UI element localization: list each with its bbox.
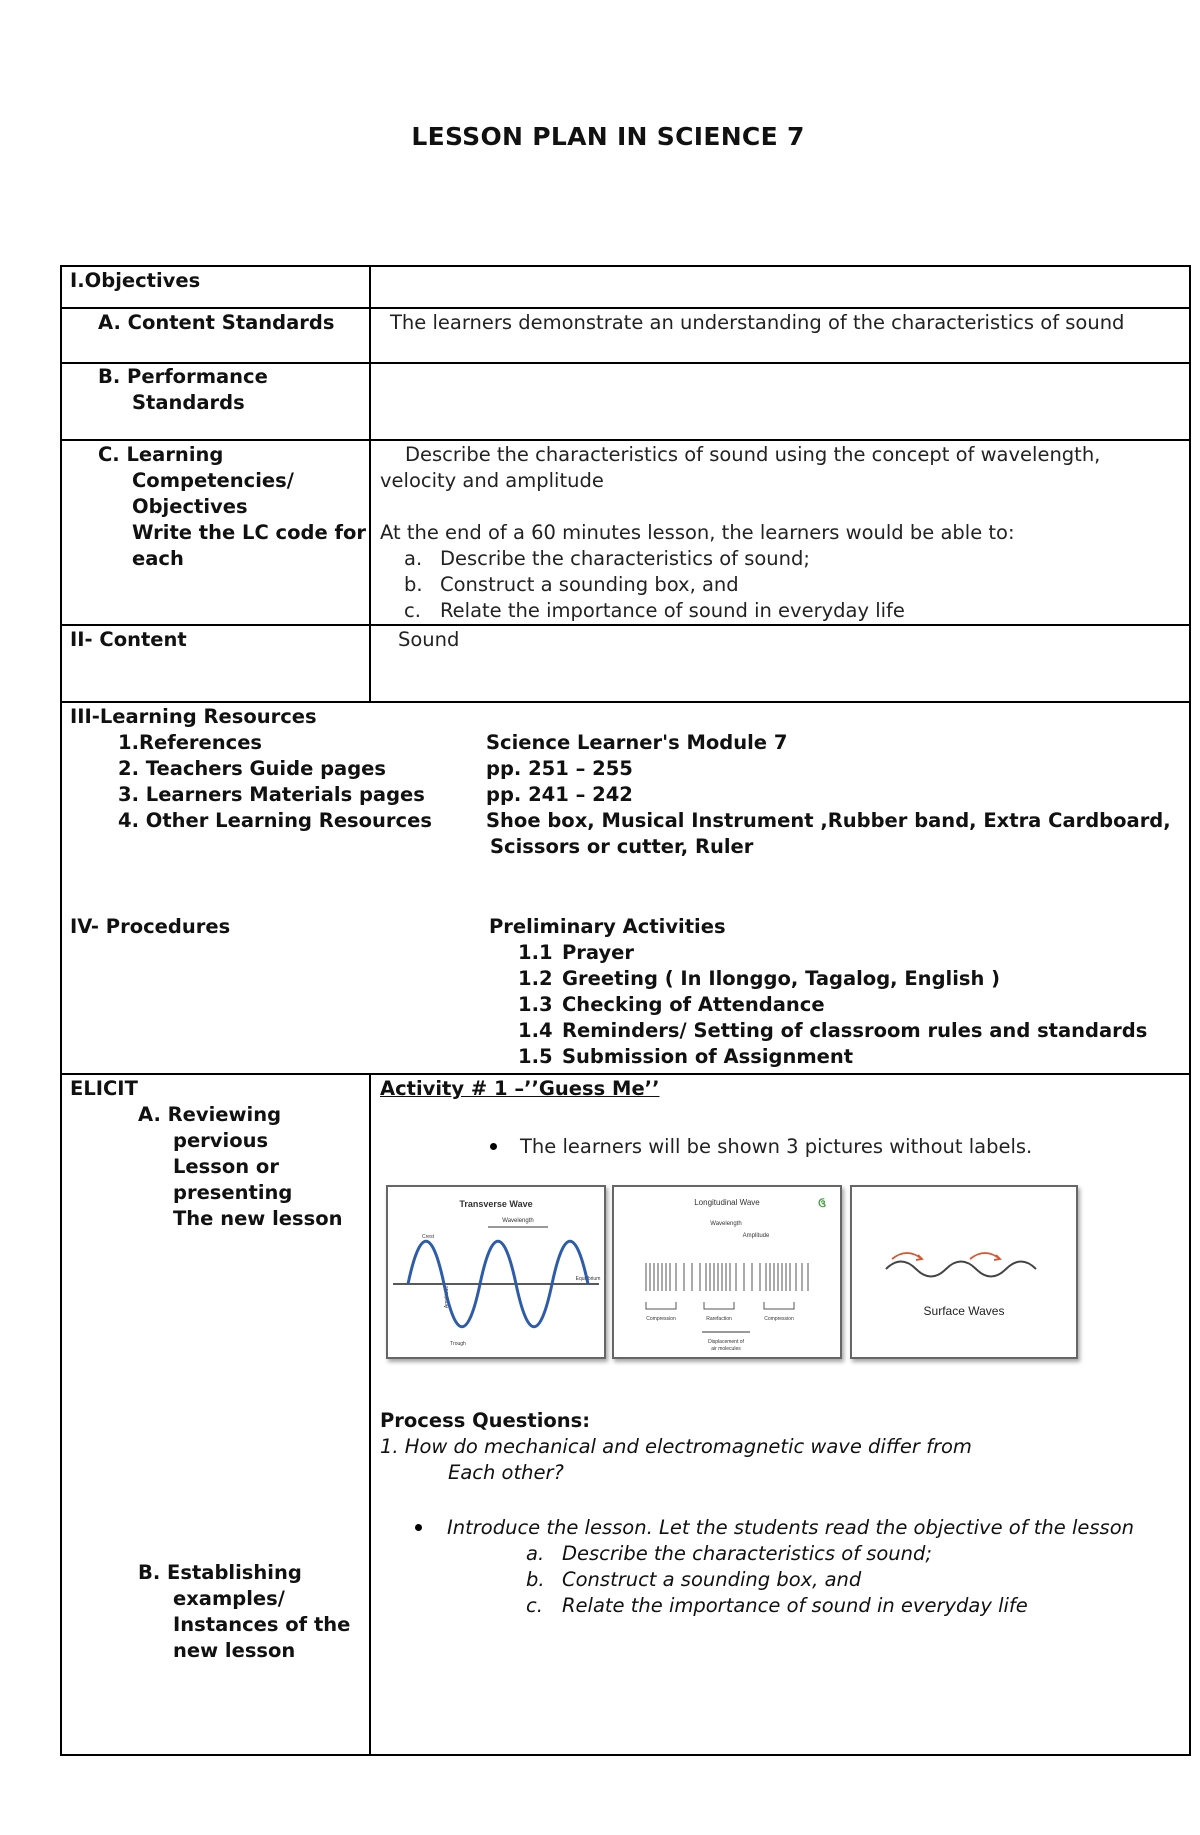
procedure-num: 1.5 bbox=[518, 1045, 553, 1068]
surface-wave-line bbox=[886, 1262, 1036, 1277]
elicit-a-label: Lesson or bbox=[173, 1155, 279, 1178]
resource-value: Science Learner's Module 7 bbox=[486, 731, 788, 754]
learning-resources-heading: III-Learning Resources bbox=[70, 705, 317, 728]
elicit-a-label: presenting bbox=[173, 1181, 293, 1204]
competency-text-cont: velocity and amplitude bbox=[380, 469, 604, 492]
crest-label: Crest bbox=[422, 1234, 434, 1240]
learning-competencies-label: C. Learning bbox=[98, 443, 224, 466]
surface-waves-label: Surface Waves bbox=[923, 1304, 1005, 1318]
learning-competencies-label: each bbox=[132, 547, 184, 570]
competency-marker: b. bbox=[404, 573, 423, 596]
competency-item: Construct a sounding box, and bbox=[440, 573, 739, 596]
objectives-heading: I.Objectives bbox=[70, 269, 201, 292]
content-standards-label: A. Content Standards bbox=[98, 311, 335, 334]
competency-item: Relate the importance of sound in everyday life bbox=[440, 599, 905, 622]
surface-wave-picture bbox=[850, 1185, 1078, 1359]
competency-intro: At the end of a 60 minutes lesson, the learners would be able to: bbox=[380, 521, 1015, 544]
competency-text: Describe the characteristics of sound using the concept of wavelength, bbox=[405, 443, 1101, 466]
transverse-wave-picture bbox=[386, 1185, 606, 1359]
process-question: 1. How do mechanical and electromagnetic wave differ from bbox=[380, 1435, 972, 1458]
elicit-b-label: new lesson bbox=[173, 1639, 296, 1662]
objective-marker: a. bbox=[526, 1542, 545, 1565]
introduce-lesson: Introduce the lesson. Let the students read the objective of the lesson bbox=[447, 1516, 1134, 1539]
longitudinal-wave-diagram bbox=[614, 1187, 840, 1357]
row-divider bbox=[60, 701, 1191, 703]
learning-competencies-label: Write the LC code for bbox=[132, 521, 366, 544]
transverse-title: Transverse Wave bbox=[459, 1199, 533, 1209]
column-divider bbox=[369, 265, 371, 702]
learning-competencies-label: Competencies/ bbox=[132, 469, 294, 492]
row-divider bbox=[60, 439, 1191, 441]
process-question-cont: Each other? bbox=[448, 1461, 564, 1484]
resource-value: pp. 241 – 242 bbox=[486, 783, 633, 806]
longitudinal-wave-picture bbox=[612, 1185, 842, 1359]
resource-value: Shoe box, Musical Instrument ,Rubber band, Extra Cardboard, bbox=[486, 809, 1171, 832]
displacement-label-cont: air molecules bbox=[711, 1346, 741, 1352]
trough-label: Trough bbox=[450, 1341, 466, 1347]
procedure-item: Greeting ( In Ilonggo, Tagalog, English ) bbox=[562, 967, 1001, 990]
table-border-left bbox=[60, 265, 62, 1756]
procedure-item: Prayer bbox=[562, 941, 635, 964]
longitudinal-title: Longitudinal Wave bbox=[694, 1198, 760, 1207]
resource-label: 2. Teachers Guide pages bbox=[118, 757, 386, 780]
objective-marker: b. bbox=[526, 1568, 545, 1591]
displacement-label: Displacement of bbox=[708, 1339, 744, 1345]
amplitude-label: Amplitude bbox=[742, 1233, 770, 1239]
content-label: II- Content bbox=[70, 628, 187, 651]
rarefaction-label: Rarefaction bbox=[706, 1316, 732, 1322]
resource-label: 4. Other Learning Resources bbox=[118, 809, 432, 832]
transverse-wave-diagram bbox=[388, 1187, 604, 1357]
column-divider bbox=[369, 1073, 371, 1756]
row-divider bbox=[60, 307, 1191, 309]
activity-title: Activity # 1 –’’Guess Me’’ bbox=[380, 1077, 660, 1100]
procedures-label: IV- Procedures bbox=[70, 915, 231, 938]
equilibrium-label: Equilibrium bbox=[575, 1276, 601, 1282]
objective-item: Relate the importance of sound in everyday life bbox=[562, 1594, 1028, 1617]
process-questions-heading: Process Questions: bbox=[380, 1409, 591, 1432]
procedure-num: 1.4 bbox=[518, 1019, 553, 1042]
procedure-num: 1.2 bbox=[518, 967, 553, 990]
procedure-item: Submission of Assignment bbox=[562, 1045, 854, 1068]
motion-arrow-icon bbox=[970, 1253, 1000, 1259]
compression-bracket bbox=[646, 1302, 676, 1309]
preliminary-heading: Preliminary Activities bbox=[489, 915, 726, 938]
performance-standards-label-cont: Standards bbox=[132, 391, 245, 414]
competency-item: Describe the characteristics of sound; bbox=[440, 547, 810, 570]
resource-value: pp. 251 – 255 bbox=[486, 757, 633, 780]
learning-competencies-label: Objectives bbox=[132, 495, 248, 518]
objective-marker: c. bbox=[526, 1594, 543, 1617]
motion-arrow-icon bbox=[892, 1253, 922, 1259]
resource-value-cont: Scissors or cutter, Ruler bbox=[490, 835, 754, 858]
wavelength-label: Wavelength bbox=[710, 1221, 742, 1227]
objective-item: Construct a sounding box, and bbox=[562, 1568, 862, 1591]
table-border-top bbox=[60, 265, 1191, 267]
surface-wave-diagram bbox=[852, 1187, 1076, 1357]
bullet-icon bbox=[415, 1524, 422, 1531]
content-standards-text: The learners demonstrate an understanding of the characteristics of sound bbox=[390, 311, 1125, 334]
elicit-b-label: Instances of the bbox=[173, 1613, 351, 1636]
procedure-item: Checking of Attendance bbox=[562, 993, 825, 1016]
activity-bullet: The learners will be shown 3 pictures without labels. bbox=[520, 1135, 1033, 1158]
resource-label: 1.References bbox=[118, 731, 263, 754]
elicit-a-label: The new lesson bbox=[173, 1207, 343, 1230]
compression-bracket bbox=[764, 1302, 794, 1309]
performance-standards-label: B. Performance bbox=[98, 365, 268, 388]
row-divider bbox=[60, 1073, 1191, 1075]
elicit-label: ELICIT bbox=[70, 1077, 138, 1100]
content-text: Sound bbox=[398, 628, 460, 651]
wavelength-label: Wavelength bbox=[502, 1218, 534, 1224]
bullet-icon bbox=[490, 1143, 497, 1150]
competency-marker: c. bbox=[404, 599, 421, 622]
table-border-right bbox=[1189, 265, 1191, 1756]
procedure-num: 1.3 bbox=[518, 993, 553, 1016]
elicit-b-label: examples/ bbox=[173, 1587, 285, 1610]
table-border-bottom bbox=[60, 1754, 1191, 1756]
compression-label: Compression bbox=[646, 1316, 676, 1322]
logo-icon: ઉ bbox=[818, 1199, 826, 1210]
longitudinal-coils bbox=[646, 1263, 808, 1291]
rarefaction-bracket bbox=[704, 1302, 734, 1309]
elicit-a-label: A. Reviewing bbox=[138, 1103, 282, 1126]
elicit-a-label: pervious bbox=[173, 1129, 269, 1152]
competency-marker: a. bbox=[404, 547, 423, 570]
compression-label: Compression bbox=[764, 1316, 794, 1322]
resource-label: 3. Learners Materials pages bbox=[118, 783, 425, 806]
objective-item: Describe the characteristics of sound; bbox=[562, 1542, 932, 1565]
procedure-num: 1.1 bbox=[518, 941, 553, 964]
amplitude-label: Amplitude bbox=[444, 1285, 450, 1309]
page-title: LESSON PLAN IN SCIENCE 7 bbox=[411, 122, 805, 151]
procedure-item: Reminders/ Setting of classroom rules and standards bbox=[562, 1019, 1148, 1042]
elicit-b-label: B. Establishing bbox=[138, 1561, 302, 1584]
